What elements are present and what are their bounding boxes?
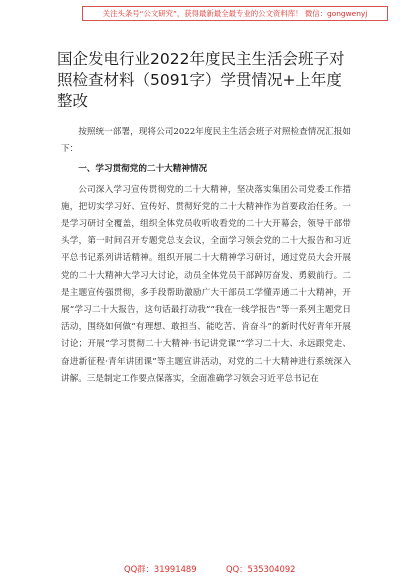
section-heading: 一、学习贯彻党的二十大精神情况: [78, 164, 208, 175]
qq-number: QQ：535304092: [226, 564, 296, 574]
promo-banner: 关注头条号“公文研究”，获得最新最全最专业的公文资料库！ 微信：gongwenyj: [82, 6, 388, 21]
body-paragraph: 公司深入学习宣传贯彻党的二十大精神，坚决落实集团公司党委工作措施，把切实学习好、宣传好、贯彻好党的二十大精神作为首要政治任务。一是学习研讨全覆盖，组织全体党员收听收看党的二十大开幕会，领导干部带头学，第一时间召开专题党总支会议，全面学习领会党的二十大报告和习近平总书记系列讲话精神。组织开展二十大精神学习研讨，通过党员大会开展党的二十大精神大学习大讨论，动员全体党员干部踔厉奋发、勇毅前行。二是主题宣传强贯彻，多手段帮助激励广大干部员工学懂弄通二十大精神，开展“学习二十大报告，这句话最打动我”“我在一线学报告”等一系列主题党日活动，围绕如何做“有理想、敢担当、能吃苦、肯奋斗”的新时代好青年开展讨论；开展“学习贯彻二十大精神·书记讲党课”“学习二十大、永远跟党走、奋进新征程·青年讲团课”等主题宣讲活动，对党的二十大精神进行系统深入讲解。三是制定工作要点保落实，全面准确学习领会习近平总书记在: [61, 184, 351, 384]
footer-contact: [0, 562, 408, 576]
document-title: 国企发电行业2022年度民主生活会班子对照检查材料（5091字）学贯情况+上年度整改: [57, 50, 345, 110]
intro-paragraph: 按照统一部署，现将公司2022年度民主生活会班子对照检查情况汇报如下：: [61, 127, 351, 155]
qq-group-number: QQ群：31991489: [124, 564, 197, 574]
document-body: [61, 124, 351, 388]
